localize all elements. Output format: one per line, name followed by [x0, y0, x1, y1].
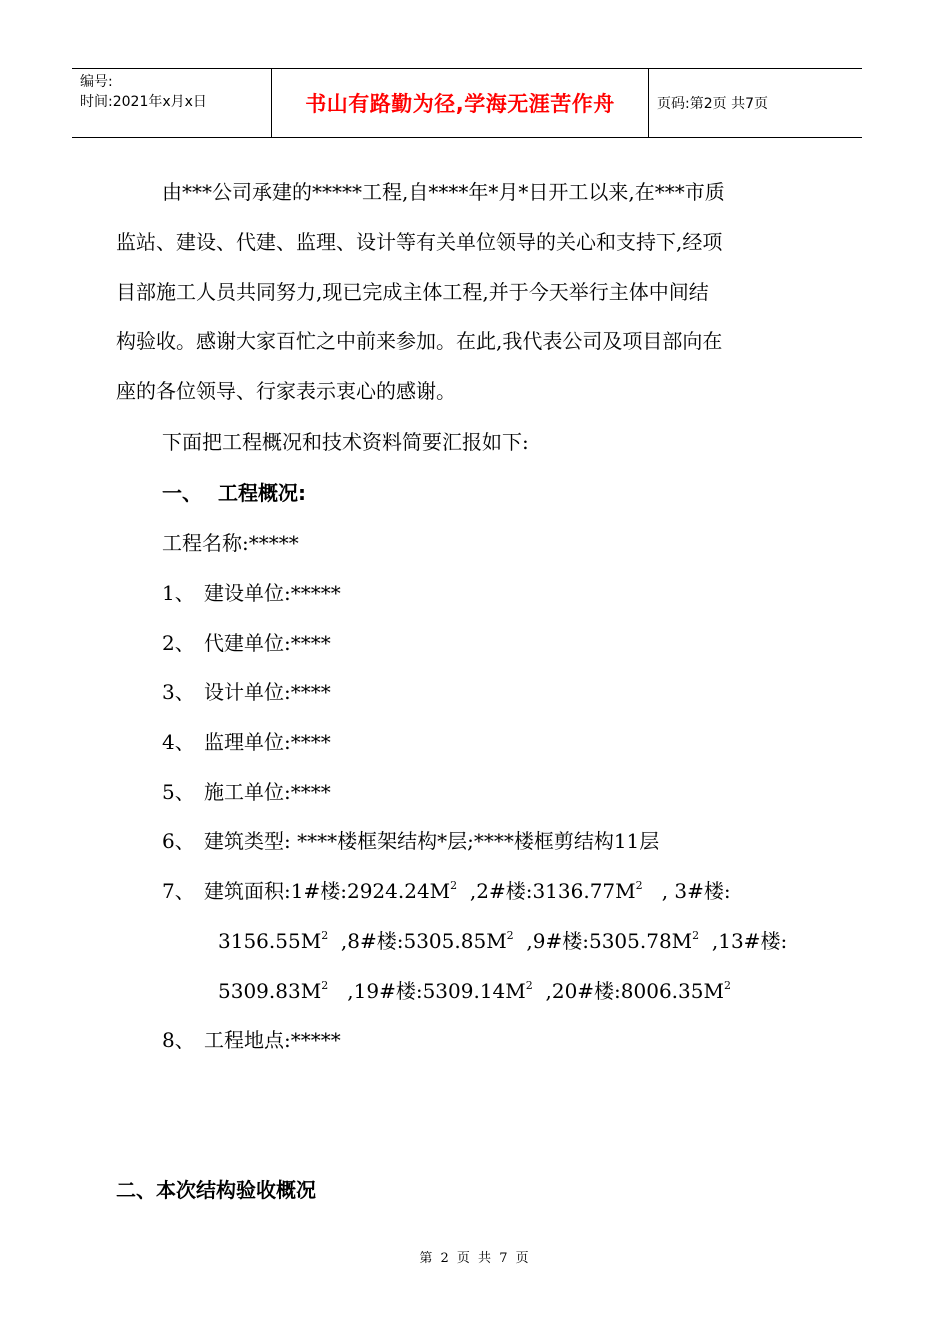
area-building-13-value: 5309.83M: [218, 979, 322, 1003]
list-item: [162, 829, 659, 853]
list-item-text: 代建单位:****: [204, 631, 331, 655]
list-item-number: 2、: [162, 631, 195, 655]
section-2-heading: 二、本次结构验收概况: [116, 1178, 316, 1202]
area-line-3: [218, 979, 731, 1003]
area-line-2: [218, 929, 787, 953]
list-item-number: 5、: [162, 780, 195, 804]
list-item-text: 施工单位:****: [204, 780, 331, 804]
superscript: 2: [692, 929, 700, 942]
area-label: 建筑面积:: [204, 879, 291, 903]
list-item: [162, 631, 331, 655]
list-item: [162, 730, 331, 754]
intro-line-6: 下面把工程概况和技术资料简要汇报如下:: [162, 430, 529, 454]
page-footer: 第 2 页 共 7 页: [419, 1251, 531, 1266]
time-label: 时间:2021年x月x日: [80, 94, 207, 110]
area-building-1: 1#楼:2924.24M: [290, 879, 451, 903]
list-item-number: 7、: [162, 879, 195, 903]
list-item-number: 1、: [162, 581, 195, 605]
area-building-3-value: 3156.55M: [218, 929, 322, 953]
list-item-number: 6、: [162, 829, 195, 853]
area-building-19: ,19#楼:5309.14M: [347, 979, 526, 1003]
intro-line-3: 目部施工人员共同努力,现已完成主体工程,并于今天举行主体中间结: [116, 280, 709, 304]
list-item: [162, 581, 341, 605]
list-item-number: 8、: [162, 1028, 195, 1052]
number-label: 编号:: [80, 74, 113, 90]
list-item: [162, 1028, 341, 1052]
area-building-9: ,9#楼:5305.78M: [526, 929, 693, 953]
superscript: 2: [321, 979, 329, 992]
intro-line-4: 构验收。感谢大家百忙之中前来参加。在此,我代表公司及项目部向在: [116, 329, 723, 353]
section-1-title: 工程概况:: [218, 481, 306, 505]
section-1-heading: [162, 481, 306, 505]
intro-line-2: 监站、建设、代建、监理、设计等有关单位领导的关心和支持下,经项: [116, 230, 723, 254]
list-item: [162, 780, 331, 804]
area-building-13-label: ,13#楼:: [711, 929, 788, 953]
superscript: 2: [723, 979, 731, 992]
area-building-8: ,8#楼:5305.85M: [340, 929, 507, 953]
list-item-text: 设计单位:****: [204, 680, 331, 704]
area-building-2: ,2#楼:3136.77M: [469, 879, 636, 903]
header-page-number: 页码:第2页 共7页: [657, 96, 768, 112]
list-item-text: 监理单位:****: [204, 730, 331, 754]
list-item: [162, 680, 331, 704]
intro-line-1: 由***公司承建的*****工程,自****年*月*日开工以来,在***市质: [162, 180, 725, 204]
header-meta: [72, 69, 272, 137]
list-item-number: 4、: [162, 730, 195, 754]
list-item-area: [162, 879, 731, 903]
area-building-3-label: , 3#楼:: [661, 879, 731, 903]
list-item-text: 工程地点:*****: [204, 1028, 341, 1052]
header-motto: 书山有路勤为径,学海无涯苦作舟: [272, 69, 649, 137]
section-1-number: 一、: [162, 481, 202, 505]
superscript: 2: [506, 929, 514, 942]
superscript: 2: [635, 879, 643, 892]
area-building-20: ,20#楼:8006.35M: [545, 979, 724, 1003]
list-item-text: 建设单位:*****: [204, 581, 341, 605]
project-name: 工程名称:*****: [162, 531, 299, 555]
list-item-number: 3、: [162, 680, 195, 704]
intro-line-5: 座的各位领导、行家表示衷心的感谢。: [116, 379, 456, 403]
superscript: 2: [525, 979, 533, 992]
list-item-text: 建筑类型: ****楼框架结构*层;****楼框剪结构11层: [204, 829, 660, 853]
superscript: 2: [450, 879, 458, 892]
document-header: [72, 68, 862, 138]
superscript: 2: [321, 929, 329, 942]
